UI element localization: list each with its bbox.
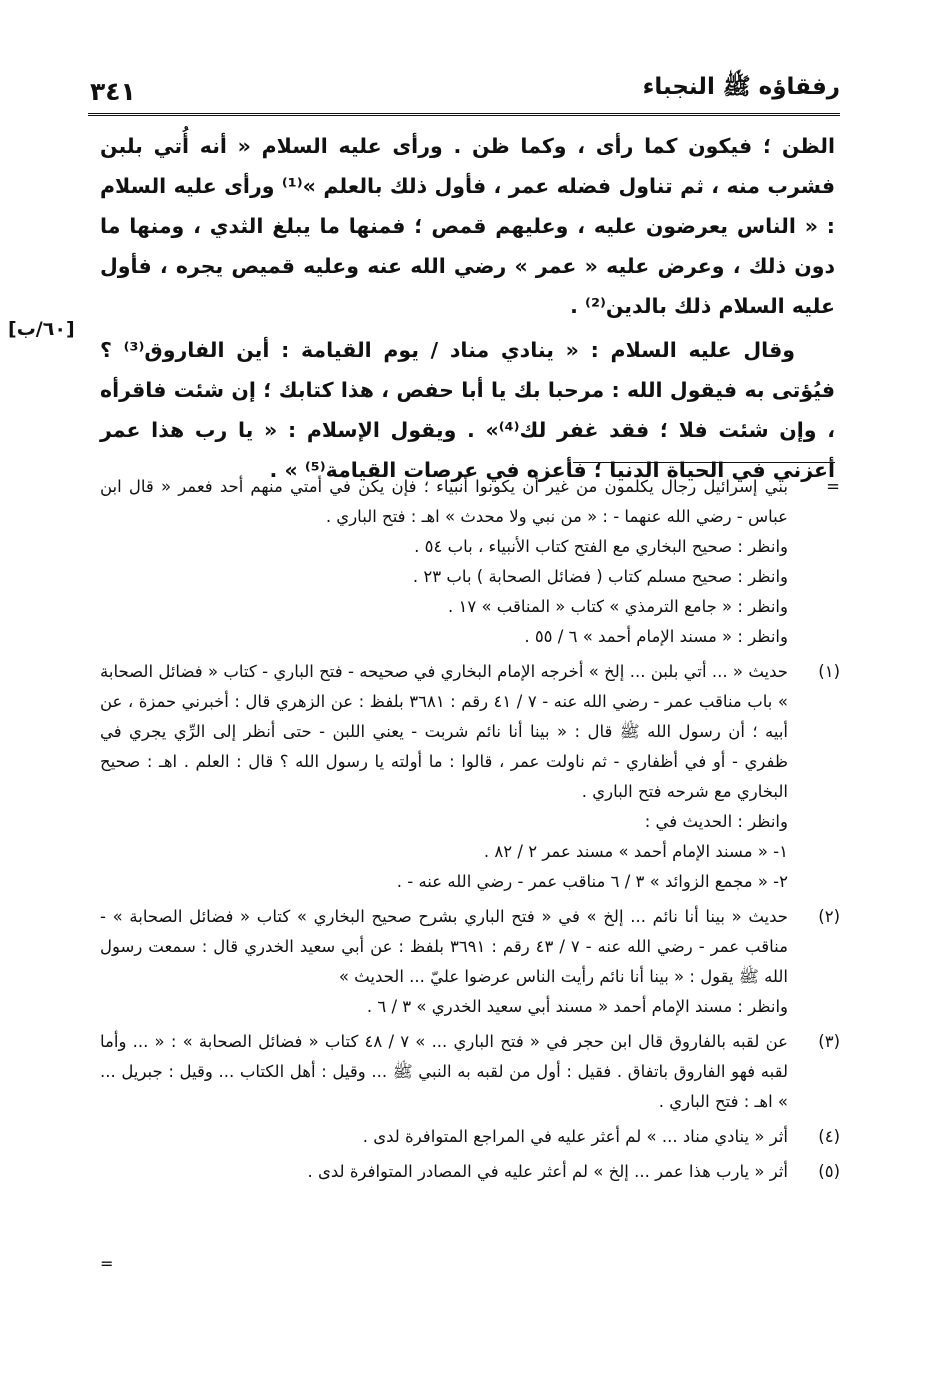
footnote-number: (٥) [818,1162,840,1181]
footnotes [100,472,840,1192]
footnote-line: وانظر : مسند الإمام أحمد « مسند أبي سعيد الخدري » ٣ / ٦ . [366,997,788,1016]
footnote-line: أثر « يارب هذا عمر ... إلخ » لم أعثر عليه في المصادر المتوافرة لدى . [307,1162,788,1181]
header-rule [88,113,840,116]
footnote-4 [100,1122,840,1152]
footnote-line: وانظر : صحيح مسلم كتاب ( فضائل الصحابة ) باب ٢٣ . [412,567,788,586]
footnote-separator [573,462,835,463]
footnote-3 [100,1027,840,1117]
footnote-number: (١) [818,662,840,681]
footnote-5 [100,1157,840,1187]
footnote-continued [100,472,840,652]
footnote-line: بني إسرائيل رجال يكلمون من غير أن يكونوا أنبياء ؛ فإن يكن في أمتي منهم أحد فعمر « قال ابن عباس - رضي الله عنهما - : « من نبي ولا محدث » اهـ : فتح الباري . [100,477,788,526]
page-number: ٣٤١ [90,77,136,106]
page-header [90,66,840,106]
footnote-number: (٢) [818,907,840,926]
footnote-line: وانظر : « مسند الإمام أحمد » ٦ / ٥٥ . [524,627,788,646]
footnote-line: وانظر : صحيح البخاري مع الفتح كتاب الأنبياء ، باب ٥٤ . [414,537,788,556]
footnote-line: حديث « بينا أنا نائم ... إلخ » في « فتح الباري بشرح صحيح البخاري » كتاب « فضائل الصحابة » - مناقب عمر - رضي الله عنه - ٧ / ٤٣ رقم : ٣٦٩١ بلفظ : عن أبي سعيد الخدري قال : سمعت رسول الله ﷺ يقول : « بينا أنا نائم رأيت الناس عرضوا عليّ ... الحديث » [100,907,788,986]
footnote-line: ١- « مسند الإمام أحمد » مسند عمر ٢ / ٨٢ . [483,842,788,861]
footnote-line: وانظر : الحديث في : [644,812,788,831]
footnote-line: أثر « ينادي مناد ... » لم أعثر عليه في المراجع المتوافرة لدى . [362,1127,788,1146]
footnote-1 [100,657,840,897]
body-paragraph-1: الظن ؛ فيكون كما رأى ، وكما ظن . ورأى عليه السلام « أنه أُتي بلبن فشرب منه ، ثم تناول فضله عمر ، فأول ذلك بالعلم »⁽¹⁾ ورأى عليه السلام : « الناس يعرضون عليه ، وعليهم قمص ؛ فمنها ما يبلغ الثدي ، ومنها ما دون ذلك ، وعرض عليه « عمر » رضي الله عنه وعليه قميص يجره ، فأول عليه السلام ذلك بالدين⁽²⁾ . [100,134,835,318]
footnote-number: (٣) [818,1032,840,1051]
footnote-line: عن لقبه بالفاروق قال ابن حجر في « فتح الباري ... » ٧ / ٤٨ كتاب « فضائل الصحابة » : « ... وأما لقبه فهو الفاروق باتفاق . فقيل : أول من لقبه به النبي ﷺ ... وقيل : أهل الكتاب ... وقيل : جبريل ... » اهـ : فتح الباري . [100,1032,788,1111]
footnote-line: ٢- « مجمع الزوائد » ٣ / ٦ مناقب عمر - رضي الله عنه - . [396,872,788,891]
margin-folio-note: [٦٠/ب] [8,318,75,340]
footnote-2 [100,902,840,1022]
main-text [100,126,835,490]
footnote-marker: = [826,477,840,496]
footnote-line: حديث « ... أتي بلبن ... إلخ » أخرجه الإمام البخاري في صحيحه - فتح الباري - كتاب « فضائل الصحابة » باب مناقب عمر - رضي الله عنه - ٧ / ٤١ رقم : ٣٦٨١ بلفظ : عن الزهري قال : أخبرني حمزة ، عن أبيه ؛ أن رسول الله ﷺ قال : « بينا أنا نائم شربت - يعني اللبن - حتى أنظر إلى الرِّي يجري في ظفري - أو في أظفاري - ثم ناولت عمر ، قالوا : ما أولته يا رسول الله ؟ قال : العلم . اهـ : صحيح البخاري مع شرحه فتح الباري . [100,662,788,801]
body-paragraph-2: وقال عليه السلام : « ينادي مناد / يوم القيامة : أين الفاروق⁽³⁾ ؟ فيُؤتى به فيقول الله : مرحبا بك يا أبا حفص ، هذا كتابك ؛ إن شئت فاقرأه ، وإن شئت فلا ؛ فقد غفر لك⁽⁴⁾» . ويقول الإسلام : « يا رب هذا عمر أعزني في الحياة الدنيا ؛ فأعزه في عرصات القيامة⁽⁵⁾ » . [100,338,835,482]
running-title: رفقاؤه ﷺ النجباء [642,74,840,100]
footnote-number: (٤) [818,1127,840,1146]
footnote-line: وانظر : « جامع الترمذي » كتاب « المناقب » ١٧ . [447,597,788,616]
continuation-mark: = [100,1254,114,1273]
